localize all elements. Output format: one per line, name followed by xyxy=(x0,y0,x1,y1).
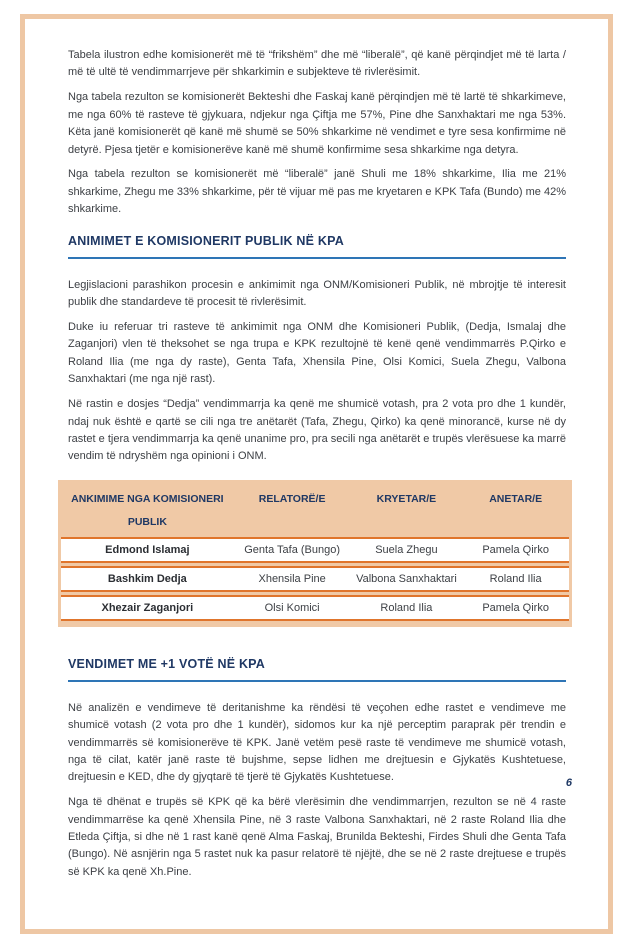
paragraph-three-appeal-cases: Duke iu referuar tri rasteve të ankimimit nga ONM dhe Komisioneri Publik, (Dedja, Ismalaj dhe Zaganjori) vlen të theksohet se nga trupa e KPK rezultojnë të kenë qenë vendimmarrës P.Qirko e Roland Ilia (me nga dy raste), Genta Tafa, Xhensila Pine, Olsi Komici, Suela Zhegu, Valbona Sanxhaktari (me nga një rast). xyxy=(68,320,566,386)
paragraph-dismissal-rates-liberal: Nga tabela rezulton se komisionerët më “liberalë” janë Shuli me 18% shkarkime, Ilia me 21% shkarkime, Zhegu me 33% shkarkime, për të vijuar më pas me kryetaren e KPK Tafa (Bundo) me 42% shkarkime. xyxy=(68,168,566,216)
appeals-table-header-row xyxy=(61,480,569,537)
section-heading-ankimimet: ANIMIMET E KOMISIONERIT PUBLIK NË KPA xyxy=(68,234,566,259)
table-cell: Edmond Islamaj xyxy=(105,543,190,556)
paragraph-legislation: Legjislacioni parashikon procesin e ankimimit nga ONM/Komisioneri Publik, në mbrojtje të interesit publik dhe standardeve të procesit të rivlerësimit. xyxy=(68,278,566,309)
table-cell: Roland Ilia xyxy=(489,572,542,585)
table-cell: Pamela Qirko xyxy=(482,601,549,614)
table-row xyxy=(61,595,569,621)
paragraph-dismissal-rates-high: Nga tabela rezulton se komisionerët Bekteshi dhe Faskaj kanë përqindjen më të lartë të shkarkimeve, me nga 60% të rasteve të gjykuara, ndjekur nga Çiftja me 57%, Pine dhe Sanxhaktari me nga 53%. Këta janë komisionerët që kanë më shumë se 50% shkarkime në vendimet e tyre sesa konfirmime në detyrë. Pjesa tjetër e komisionerëve kanë më shumë konfirmime sesa shkarkime nga detyra. xyxy=(68,91,566,156)
table-header-kryetar: KRYETAR/E xyxy=(376,492,437,505)
table-header-anetar: ANETAR/E xyxy=(489,492,543,505)
table-cell: Xhezair Zaganjori xyxy=(101,601,194,614)
table-cell: Bashkim Dedja xyxy=(107,572,187,585)
paragraph-majority-votes: Në analizën e vendimeve të deritanishme ka rëndësi të veçohen edhe rastet e vendimeve me shumicë votash (2 vota pro dhe 1 kundër), sidomos kur ka një perceptim paraprak për trendin e vendimmarrës së komisionerëve të KPK. Janë vetëm pesë raste të vendimeve me shumicë votash, nga të cilat, katër janë raste të bujshme, sepse lidhen me drejtuesin e Gjykatës Kushtetuese, drejtuesin e KED, dhe dy gjyqtarë të tjerë të Gjykatës Kushtetuese. xyxy=(68,701,566,784)
table-cell: Pamela Qirko xyxy=(482,543,549,556)
table-row xyxy=(61,537,569,563)
table-cell: Suela Zhegu xyxy=(375,543,438,556)
appeals-table xyxy=(58,480,572,627)
table-cell: Genta Tafa (Bungo) xyxy=(244,543,341,556)
table-cell: Roland Ilia xyxy=(380,601,433,614)
section-heading-vendimet: VENDIMET ME +1 VOTË NË KPA xyxy=(68,657,566,682)
table-cell: Xhensila Pine xyxy=(258,572,326,585)
paragraph-dedja-case: Në rastin e dosjes “Dedja” vendimmarrja ka qenë me shumicë votash, pra 2 vota pro dhe 1 kundër, ndaj nuk është e qartë se cili nga tre anëtarët (Tafa, Zhegu, Qirko) ka qenë minorancë, kurse në dy rastet e tjera vendimmarrja ka qenë unanime pro, pra secili nga anëtarët e trupës vlerësuese ka marrë vendim të ndryshëm nga opinioni i ONM. xyxy=(68,398,566,463)
table-cell: Olsi Komici xyxy=(264,601,320,614)
paragraph-kpk-panel-data: Nga të dhënat e trupës së KPK që ka bërë vlerësimin dhe vendimmarrjen, rezulton se në 4 raste vendimmarrëse ka qenë Xhensila Pine, në 3 raste Valbona Sanxhaktari, në 2 raste Roland Ilia dhe Etleda Çiftja, si dhe në 1 rast kanë qenë Alma Faskaj, Brunilda Bekteshi, Firdes Shuli dhe Genta Tafa (Bungo). Në asnjërin nga 5 rastet nuk ka pasur relatorë të njëjtë, dhe se në 2 raste drejtuese e trupës së KPK ka qenë Xh.Pine. xyxy=(68,796,566,878)
table-cell: Valbona Sanxhaktari xyxy=(356,572,457,585)
paragraph-table-intro: Tabela ilustron edhe komisionerët më të “frikshëm” dhe më “liberalë”, që kanë përqindjet më të larta / më të ultë të vendimmarrjeve për shkarkimin e subjekteve të rivlerësimit. xyxy=(68,49,566,79)
table-header-relatore: RELATORË/E xyxy=(258,492,326,505)
table-row xyxy=(61,566,569,592)
page-number: 6 xyxy=(565,777,572,789)
page-content xyxy=(68,47,566,889)
table-header-ankimime: ANKIMIME NGA KOMISIONERI PUBLIK xyxy=(71,492,224,528)
